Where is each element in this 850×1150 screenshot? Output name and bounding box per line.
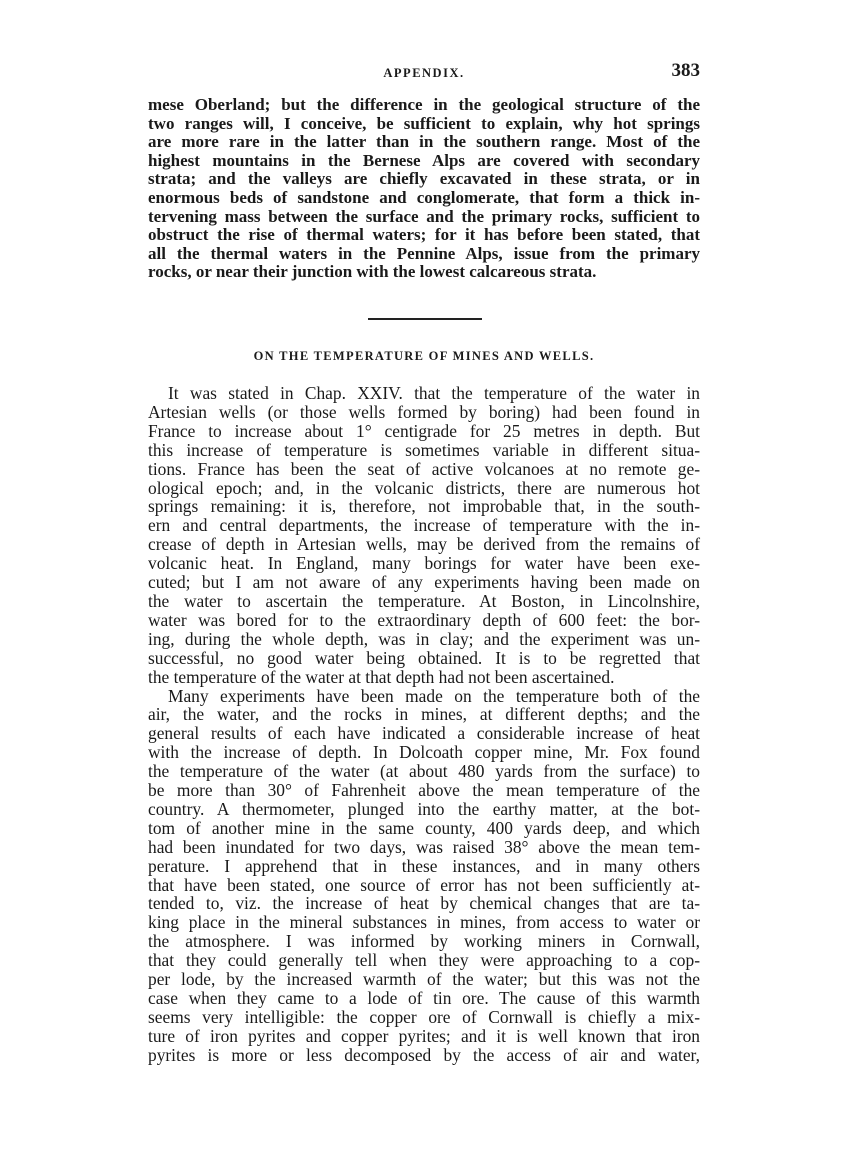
text-line: tended to, viz. the increase of heat by chemical changes that are ta- [148, 893, 700, 914]
section-divider [368, 318, 482, 320]
text-line: perature. I apprehend that in these instances, and in many others [148, 855, 700, 876]
paragraph [148, 384, 700, 687]
text-line: air, the water, and the rocks in mines, at different depths; and the [148, 704, 700, 725]
text-line: pyrites is more or less decomposed by the access of air and water, [148, 1044, 700, 1065]
text-line: case when they came to a lode of tin ore. The cause of this warmth [148, 988, 700, 1008]
text-line: crease of depth in Artesian wells, may be derived from the remains of [148, 534, 700, 555]
text-line: obstruct the rise of thermal waters; for it has before been stated, that [148, 225, 700, 245]
text-line: enormous beds of sandstone and conglomerate, that form a thick in- [148, 187, 700, 207]
text-line: the water to ascertain the temperature. At Boston, in Lincolnshire, [148, 590, 700, 611]
text-line: ern and central departments, the increase of temperature with the in- [148, 515, 700, 536]
text-line: this increase of temperature is sometimes variable in different situa- [148, 439, 700, 460]
text-line: seems very intelligible: the copper ore of Cornwall is chiefly a mix- [148, 1006, 700, 1027]
page-header [148, 60, 700, 86]
text-line: that they could generally tell when they were approaching to a cop- [148, 950, 700, 971]
text-line: successful, no good water being obtained. It is to be regretted that [148, 647, 700, 668]
section-body [148, 384, 700, 1065]
text-line: had been inundated for two days, was raised 38° above the mean tem- [148, 836, 700, 857]
text-line: strata; and the valleys are chiefly excavated in these strata, or in [148, 169, 700, 189]
text-line: the temperature of the water (at about 480 yards from the surface) to [148, 761, 700, 782]
text-line: It was stated in Chap. XXIV. that the temperature of the water in [168, 383, 700, 403]
text-line: are more rare in the latter than in the southern range. Most of the [148, 132, 700, 152]
text-line: ing, during the whole depth, was in clay; and the experiment was un- [148, 628, 700, 649]
continued-paragraph [148, 96, 700, 282]
text-line: the atmosphere. I was informed by working miners in Cornwall, [148, 931, 700, 952]
paragraph [148, 687, 700, 1065]
text-line: France to increase about 1° centigrade for 25 metres in depth. But [148, 420, 700, 441]
text-line: tions. France has been the seat of active volcanoes at no remote ge- [148, 458, 700, 479]
text-line: Artesian wells (or those wells formed by boring) had been found in [148, 401, 700, 422]
text-line: cuted; but I am not aware of any experiments having been made on [148, 572, 700, 593]
text-line: all the thermal waters in the Pennine Alps, issue from the primary [148, 243, 700, 263]
text-line: springs remaining: it is, therefore, not improbable that, in the south- [148, 496, 700, 517]
text-line: ture of iron pyrites and copper pyrites; and it is well known that iron [148, 1025, 700, 1046]
text-line: per lode, by the increased warmth of the water; but this was not the [148, 969, 700, 990]
text-line: country. A thermometer, plunged into the earthy matter, at the bot- [148, 798, 700, 819]
text-line: rocks, or near their junction with the lowest calcareous strata. [148, 262, 597, 282]
text-line: two ranges will, I conceive, be sufficient to explain, why hot springs [148, 113, 700, 133]
text-line: water was bored for to the extraordinary depth of 600 feet: the bor- [148, 609, 700, 630]
text-line: with the increase of depth. In Dolcoath copper mine, Mr. Fox found [148, 742, 700, 763]
text-line: that have been stated, one source of error has not been sufficiently at- [148, 874, 700, 895]
text-line: highest mountains in the Bernese Alps are covered with secondary [148, 150, 700, 170]
page-number: 383 [671, 60, 700, 81]
running-head: APPENDIX. [383, 66, 465, 80]
text-line: ological epoch; and, in the volcanic districts, there are numerous hot [148, 477, 700, 498]
text-line: the temperature of the water at that depth had not been ascertained. [148, 666, 615, 687]
text-line: Many experiments have been made on the temperature both of the [168, 685, 700, 706]
text-line: volcanic heat. In England, many borings for water have been exe- [148, 553, 700, 574]
text-line: tervening mass between the surface and the primary rocks, sufficient to [148, 206, 700, 226]
text-line: be more than 30° of Fahrenheit above the mean temperature of the [148, 780, 700, 801]
text-line: general results of each have indicated a considerable increase of heat [148, 723, 700, 744]
section-heading: ON THE TEMPERATURE OF MINES AND WELLS. [253, 349, 595, 363]
text-line: king place in the mineral substances in mines, from access to water or [148, 912, 700, 933]
text-line: tom of another mine in the same county, 400 yards deep, and which [148, 817, 700, 838]
text-line: mese Oberland; but the difference in the geological structure of the [148, 95, 700, 114]
